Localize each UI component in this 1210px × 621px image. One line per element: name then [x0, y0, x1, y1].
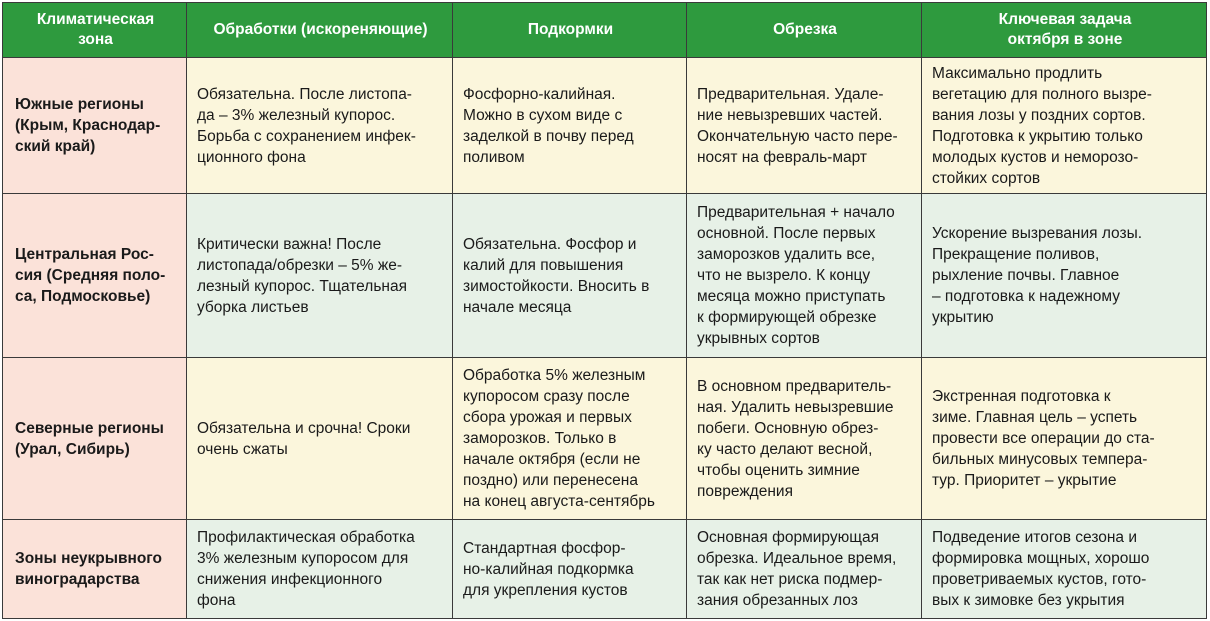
- treatments-cell: Обязательна и срочна! Сроки очень сжаты: [187, 358, 453, 520]
- key-task-cell: Экстренная подготовка к зиме. Главная цель – успеть провести все операции до ста- бильных минусовых темпера- тур. Приоритет – укрытие: [922, 358, 1207, 520]
- pruning-cell: Основная формирующая обрезка. Идеальное время, так как нет риска подмер- зания обрезанных лоз: [687, 520, 922, 619]
- treatments-cell: Критически важна! После листопада/обрезки – 5% же- лезный купорос. Тщательная уборка листьев: [187, 194, 453, 358]
- header-treatments: Обработки (искореняющие): [187, 2, 453, 58]
- key-task-cell: Максимально продлить вегетацию для полного вызре- вания лозы у поздних сортов. Подготовка к укрытию только молодых кустов и неморозо- стойких сортов: [922, 58, 1207, 194]
- pruning-cell: Предварительная. Удале- ние невызревших частей. Окончательную часто пере- носят на февраль-март: [687, 58, 922, 194]
- header-feeding: Подкормки: [453, 2, 687, 58]
- zone-cell: Южные регионы (Крым, Краснодар- ский край): [2, 58, 187, 194]
- pruning-cell: Предварительная + начало основной. После первых заморозков удалить все, что не вызрело. К концу месяца можно приступать к формирующей обрезке укрывных сортов: [687, 194, 922, 358]
- treatments-cell: Обязательна. После листопа- да – 3% железный купорос. Борьба с сохранением инфек- ционного фона: [187, 58, 453, 194]
- feeding-cell: Обязательна. Фосфор и калий для повышения зимостойкости. Вносить в начале месяца: [453, 194, 687, 358]
- feeding-cell: Фосфорно-калийная. Можно в сухом виде с заделкой в почву перед поливом: [453, 58, 687, 194]
- treatments-cell: Профилактическая обработка 3% железным купоросом для снижения инфекционного фона: [187, 520, 453, 619]
- header-climate-zone: Климатическая зона: [2, 2, 187, 58]
- feeding-cell: Обработка 5% железным купоросом сразу после сбора урожая и первых заморозков. Только в начале октября (если не поздно) или перенесена на конец августа-сентябрь: [453, 358, 687, 520]
- key-task-cell: Ускорение вызревания лозы. Прекращение поливов, рыхление почвы. Главное – подготовка к надежному укрытию: [922, 194, 1207, 358]
- zone-cell: Северные регионы (Урал, Сибирь): [2, 358, 187, 520]
- feeding-cell: Стандартная фосфор- но-калийная подкормка для укрепления кустов: [453, 520, 687, 619]
- header-key-task: Ключевая задача октября в зоне: [922, 2, 1207, 58]
- zone-cell: Центральная Рос- сия (Средняя поло- са, Подмосковье): [2, 194, 187, 358]
- pruning-cell: В основном предваритель- ная. Удалить невызревшие побеги. Основную обрез- ку часто делают весной, чтобы оценить зимние повреждения: [687, 358, 922, 520]
- zone-cell: Зоны неукрывного виноградарства: [2, 520, 187, 619]
- comparison-table: [2, 2, 1207, 619]
- key-task-cell: Подведение итогов сезона и формировка мощных, хорошо проветриваемых кустов, гото- вых к зимовке без укрытия: [922, 520, 1207, 619]
- header-pruning: Обрезка: [687, 2, 922, 58]
